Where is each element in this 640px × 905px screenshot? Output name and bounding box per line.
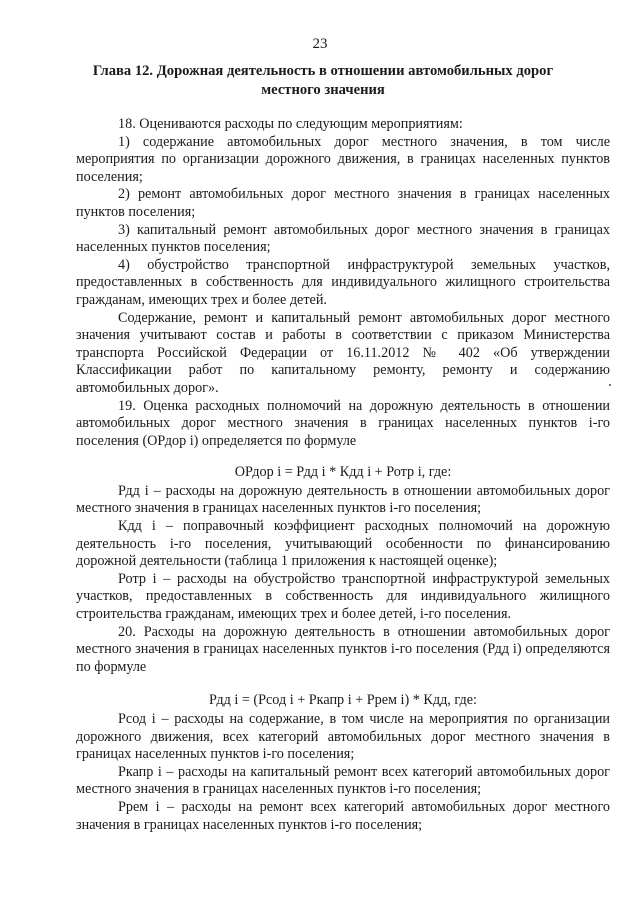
paragraph-maintenance-note: Содержание, ремонт и капитальный ремонт автомобильных дорог местного значения учитывают состав и работы в соответствии с приказом Министерства транспорта Российской Федерации от 16.11.2012 № 402 «Об утверждении Классификации работ по капитальному ремонту, ремонту и содержанию автомобильных дорог». <box>76 309 610 396</box>
paragraph-18-intro: 18. Оцениваются расходы по следующим мероприятиям: <box>118 116 463 132</box>
page-number: 23 <box>312 36 328 52</box>
paragraph-20: 20. Расходы на дорожную деятельность в отношении автомобильных дорог местного значения в границах населенных пунктов i-го поселения (Рдд i) определяются по формуле <box>76 623 610 675</box>
formula-ordor: ОРдор i = Рдд i * Кдд i + Ротр i, где: <box>234 464 452 481</box>
definition-rotr: Ротр i – расходы на обустройство транспортной инфраструктурой земельных участков, предоставленных в собственность для индивидуального жилищного строительства гражданам, имеющих трех и более детей, i-го поселения. <box>76 570 610 623</box>
paragraph-item-2: 2) ремонт автомобильных дорог местного значения в границах населенных пунктов поселения; <box>76 186 610 220</box>
chapter-title: Глава 12. Дорожная деятельность в отношении автомобильных дорог местного значения <box>92 63 554 98</box>
paragraph-item-1: 1) содержание автомобильных дорог местного значения, в том числе мероприятия по организации дорожного движения, в границах населенных пунктов поселения; <box>76 133 610 185</box>
definition-kdd: Кдд i – поправочный коэффициент расходных полномочий на дорожную деятельность i-го поселения, учитывающий особенности по финансированию дорожной деятельности (таблица 1 приложения к настоящей оценке); <box>76 518 610 570</box>
paragraph-item-4: 4) обустройство транспортной инфраструктурой земельных участков, предоставленных в собственность для индивидуального жилищного строительства гражданам, имеющих трех и более детей. <box>76 256 610 308</box>
paragraph-item-3: 3) капитальный ремонт автомобильных дорог местного значения в границах населенных пунктов поселения; <box>76 221 610 256</box>
document-body <box>76 116 610 834</box>
definition-rrem: Ррем i – расходы на ремонт всех категорий автомобильных дорог местного значения в границах населенных пунктов i-го поселения; <box>76 798 610 833</box>
scan-speck <box>609 384 611 386</box>
definition-rkapr: Ркапр i – расходы на капитальный ремонт всех категорий автомобильных дорог местного значения в границах населенных пунктов i-го поселения; <box>76 763 610 798</box>
paragraph-19: 19. Оценка расходных полномочий на дорожную деятельность в отношении автомобильных дорог местного значения в границах населенных пунктов i-го поселения (ОРдор i) определяется по формуле <box>76 397 610 449</box>
definition-rdd: Рдд i – расходы на дорожную деятельность в отношении автомобильных дорог местного значения в границах населенных пунктов i-го поселения; <box>76 482 610 517</box>
definition-rsod: Рсод i – расходы на содержание, в том числе на мероприятия по организации дорожного движения, всех категорий автомобильных дорог местного значения в границах населенных пунктов i-го поселения; <box>76 711 610 763</box>
formula-rdd: Рдд i = (Рсод i + Ркапр i + Ррем i) * Кдд, где: <box>209 692 477 709</box>
